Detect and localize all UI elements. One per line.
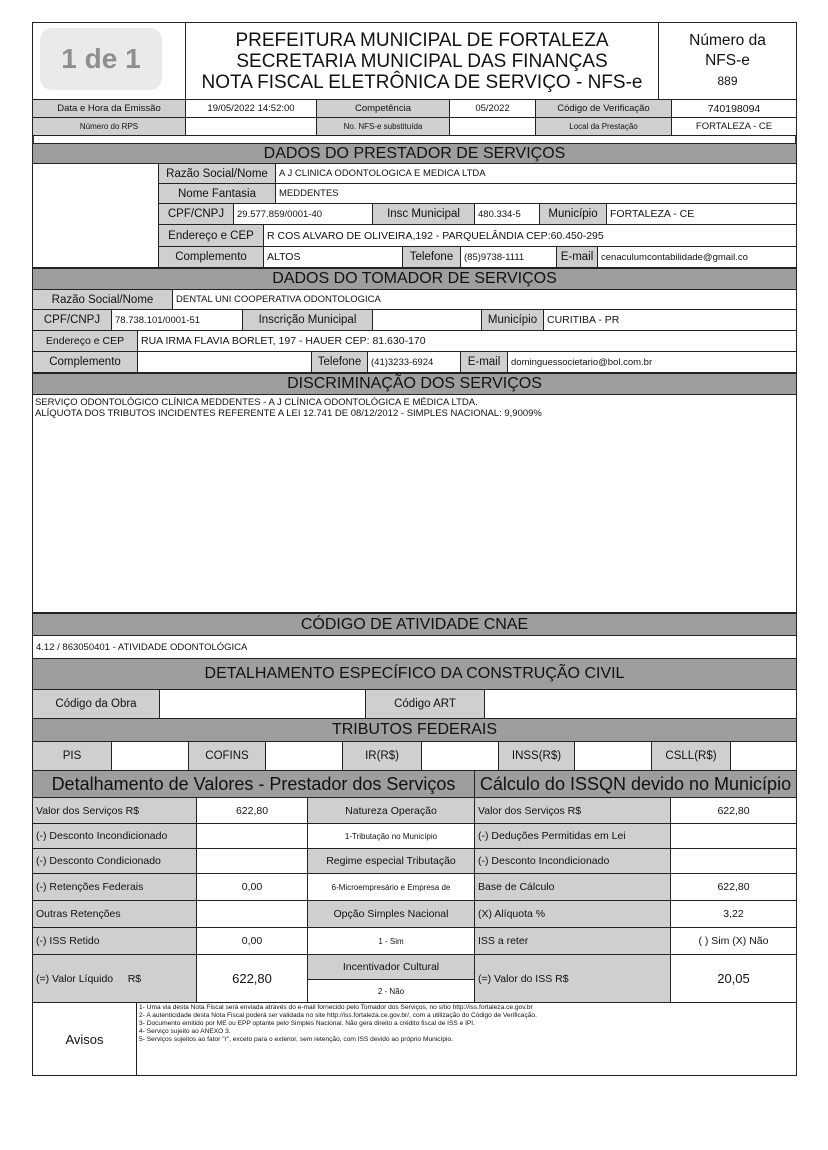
- prestador-telefone-label: Telefone: [402, 246, 461, 268]
- valor-liquido-label: (=) Valor Líquido R$: [32, 954, 197, 1003]
- incentivador-value: 2 - Não: [307, 979, 475, 1003]
- title-line-1: PREFEITURA MUNICIPAL DE FORTALEZA: [235, 29, 609, 51]
- aviso-line-4: 4- Serviço sujeito ao ANEXO 3.: [139, 1028, 231, 1035]
- prestador-logo-blank: [32, 163, 159, 268]
- tomador-telefone-label: Telefone: [311, 351, 368, 373]
- base-calculo-value: 622,80: [670, 873, 797, 901]
- retencoes-value: 0,00: [196, 873, 308, 901]
- simples-value: 1 - Sim: [307, 927, 475, 955]
- avisos-label: Avisos: [32, 1002, 137, 1076]
- tomador-razao-value: DENTAL UNI COOPERATIVA ODONTOLOGICA: [172, 289, 797, 310]
- nfse-number-box: [658, 22, 797, 100]
- desc-cond-value: [196, 848, 308, 874]
- tomador-cnpj-label: CPF/CNPJ: [32, 309, 112, 331]
- iss-retido-value: 0,00: [196, 927, 308, 955]
- emissao-value: 19/05/2022 14:52:00: [185, 99, 317, 118]
- aviso-line-5: 5- Serviços sujeitos ao fator "r", exceto para o exterior, sem retenção, com ISS devido ao próprio Município.: [139, 1036, 454, 1043]
- tomador-cnpj-value: 78.738.101/0001-51: [111, 309, 243, 331]
- natureza-label: Natureza Operação: [307, 797, 475, 824]
- prestador-section-title: DADOS DO PRESTADOR DE SERVIÇOS: [32, 143, 797, 164]
- prestador-municipio-value: FORTALEZA - CE: [606, 203, 797, 225]
- issqn-section-title: Cálculo do ISSQN devido no Município: [474, 770, 797, 798]
- tomador-complemento-label: Complemento: [32, 351, 138, 373]
- aviso-line-3: 3- Documento emitido por ME ou EPP optante pelo Simples Nacional. Não gera direito a crédito fiscal de ISS e IPI.: [139, 1020, 475, 1027]
- prestador-cnpj-value: 29.577.859/0001-40: [233, 203, 373, 225]
- codigo-verificacao-label: Código de Verificação: [535, 99, 672, 118]
- base-calculo-label: Base de Cálculo: [474, 873, 671, 901]
- prestador-razao-value: A J CLINICA ODONTOLOGICA E MEDICA LTDA: [275, 163, 797, 184]
- prestador-email-label: E-mail: [556, 246, 598, 268]
- nfse-number-value: 889: [717, 74, 738, 88]
- nfse-substituida-value: [449, 117, 536, 136]
- prestador-fantasia-value: MEDDENTES: [275, 183, 797, 204]
- ir-label: IR(R$): [342, 741, 422, 771]
- page-indicator-badge: 1 de 1: [40, 28, 162, 90]
- outras-retencoes-value: [196, 900, 308, 928]
- desc-cond-label: (-) Desconto Condicionado: [32, 848, 197, 874]
- title-line-2: SECRETARIA MUNICIPAL DAS FINANÇAS: [236, 50, 608, 72]
- local-prestacao-label: Local da Prestação: [535, 117, 672, 136]
- desc-incond-label: (-) Desconto Incondicionado: [32, 823, 197, 849]
- aviso-line-2: 2- A autenticidade desta Nota Fiscal poderá ser validada no site http://iss.fortaleza.ce.gov.br/, com a utilização do Código de Verificação.: [139, 1012, 537, 1019]
- retencoes-label: (-) Retenções Federais: [32, 873, 197, 901]
- simples-label: Opção Simples Nacional: [307, 900, 475, 928]
- codigo-obra-label: Código da Obra: [32, 689, 160, 719]
- discriminacao-line-1: SERVIÇO ODONTOLÓGICO CLÍNICA MEDDENTES - A J CLÍNICA ODONTOLÓGICA E MÉDICA LTDA.: [35, 397, 478, 408]
- issqn-desc-incond-value: [670, 848, 797, 874]
- cofins-label: COFINS: [188, 741, 266, 771]
- prestador-endereco-label: Endereço e CEP: [158, 224, 264, 247]
- codigo-art-value: [484, 689, 797, 719]
- regime-value: 6-Microempresário e Empresa de: [307, 873, 475, 901]
- competencia-value: 05/2022: [449, 99, 536, 118]
- aviso-line-1: 1- Uma via desta Nota Fiscal será enviada através do e-mail fornecido pelo Tomador dos Serviços, no sítio http://iss.fortaleza.ce.gov.br: [139, 1004, 533, 1011]
- competencia-label: Competência: [316, 99, 450, 118]
- prestador-complemento-label: Complemento: [158, 246, 264, 268]
- rps-value: [185, 117, 317, 136]
- rps-label: Número do RPS: [32, 117, 186, 136]
- discriminacao-section-title: DISCRIMINAÇÃO DOS SERVIÇOS: [32, 373, 797, 395]
- prestador-email-value: cenaculumcontabilidade@gmail.co: [597, 246, 797, 268]
- tomador-insc-value: [372, 309, 482, 331]
- tomador-telefone-value: (41)3233-6924: [367, 351, 461, 373]
- prestador-complemento-value: ALTOS: [263, 246, 403, 268]
- nfse-substituida-label: No. NFS-e substituída: [316, 117, 450, 136]
- issqn-desc-incond-label: (-) Desconto Incondicionado: [474, 848, 671, 874]
- document-title: [185, 22, 659, 100]
- iss-reter-value: ( ) Sim (X) Não: [670, 927, 797, 955]
- codigo-art-label: Código ART: [365, 689, 485, 719]
- construcao-section-title: DETALHAMENTO ESPECÍFICO DA CONSTRUÇÃO CIVIL: [32, 658, 797, 690]
- nfse-number-label-1: Número da: [689, 32, 766, 49]
- valor-servicos-value: 622,80: [196, 797, 308, 824]
- prestador-cnpj-label: CPF/CNPJ: [158, 203, 234, 225]
- aliquota-label: (X) Alíquota %: [474, 900, 671, 928]
- valores-section-title: Detalhamento de Valores - Prestador dos Serviços: [32, 770, 475, 798]
- natureza-value: 1-Tributação no Município: [307, 823, 475, 849]
- prestador-razao-label: Razão Social/Nome: [158, 163, 276, 184]
- tributos-section-title: TRIBUTOS FEDERAIS: [32, 718, 797, 742]
- iss-retido-label: (-) ISS Retido: [32, 927, 197, 955]
- iss-reter-label: ISS a reter: [474, 927, 671, 955]
- issqn-valor-servicos-label: Valor dos Serviços R$: [474, 797, 671, 824]
- regime-label: Regime especial Tributação: [307, 848, 475, 874]
- pis-label: PIS: [32, 741, 112, 771]
- prestador-telefone-value: (85)9738-1111: [460, 246, 557, 268]
- tomador-municipio-label: Município: [481, 309, 544, 331]
- deducoes-label: (-) Deduções Permitidas em Lei: [474, 823, 671, 849]
- cofins-value: [265, 741, 343, 771]
- inss-label: INSS(R$): [498, 741, 575, 771]
- tomador-section-title: DADOS DO TOMADOR DE SERVIÇOS: [32, 268, 797, 290]
- tomador-endereco-label: Endereço e CEP: [32, 330, 138, 352]
- tomador-municipio-value: CURITIBA - PR: [543, 309, 797, 331]
- prestador-insc-value: 480.334-5: [474, 203, 540, 225]
- tomador-complemento-value: [137, 351, 312, 373]
- nfse-number-label-2: NFS-e: [705, 52, 750, 69]
- codigo-verificacao-value: 740198094: [671, 99, 797, 118]
- tomador-email-label: E-mail: [460, 351, 508, 373]
- ir-value: [421, 741, 499, 771]
- csll-label: CSLL(R$): [651, 741, 731, 771]
- discriminacao-box: [32, 394, 797, 613]
- valor-iss-label: (=) Valor do ISS R$: [474, 954, 671, 1003]
- desc-incond-value: [196, 823, 308, 849]
- outras-retencoes-label: Outras Retenções: [32, 900, 197, 928]
- local-prestacao-value: FORTALEZA - CE: [671, 117, 797, 136]
- pis-value: [111, 741, 189, 771]
- prestador-insc-label: Insc Municipal: [372, 203, 475, 225]
- tomador-insc-label: Inscrição Municipal: [242, 309, 373, 331]
- cnae-section-title: CÓDIGO DE ATIVIDADE CNAE: [32, 613, 797, 636]
- tomador-email-value: dominguessocietario@bol.com.br: [507, 351, 797, 373]
- prestador-endereco-value: R COS ALVARO DE OLIVEIRA,192 - PARQUELÂNDIA CEP:60.450-295: [263, 224, 797, 247]
- incentivador-label: Incentivador Cultural: [307, 954, 475, 980]
- tomador-endereco-value: RUA IRMA FLAVIA BORLET, 197 - HAUER CEP: 81.630-170: [137, 330, 797, 352]
- csll-value: [730, 741, 797, 771]
- prestador-fantasia-label: Nome Fantasia: [158, 183, 276, 204]
- valor-iss-value: 20,05: [670, 954, 797, 1003]
- title-line-3: NOTA FISCAL ELETRÔNICA DE SERVIÇO - NFS-e: [201, 71, 643, 93]
- valor-liquido-value: 622,80: [196, 954, 308, 1003]
- emissao-label: Data e Hora da Emissão: [32, 99, 186, 118]
- valor-servicos-label: Valor dos Serviços R$: [32, 797, 197, 824]
- aliquota-value: 3,22: [670, 900, 797, 928]
- tomador-razao-label: Razão Social/Nome: [32, 289, 173, 310]
- cnae-value: 4.12 / 863050401 - ATIVIDADE ODONTOLÓGICA: [32, 635, 797, 659]
- deducoes-value: [670, 823, 797, 849]
- discriminacao-line-2: ALÍQUOTA DOS TRIBUTOS INCIDENTES REFERENTE A LEI 12.741 DE 08/12/2012 - SIMPLES NACIONAL: 9,9009%: [35, 408, 542, 419]
- prestador-municipio-label: Município: [539, 203, 607, 225]
- issqn-valor-servicos-value: 622,80: [670, 797, 797, 824]
- codigo-obra-value: [159, 689, 366, 719]
- inss-value: [574, 741, 652, 771]
